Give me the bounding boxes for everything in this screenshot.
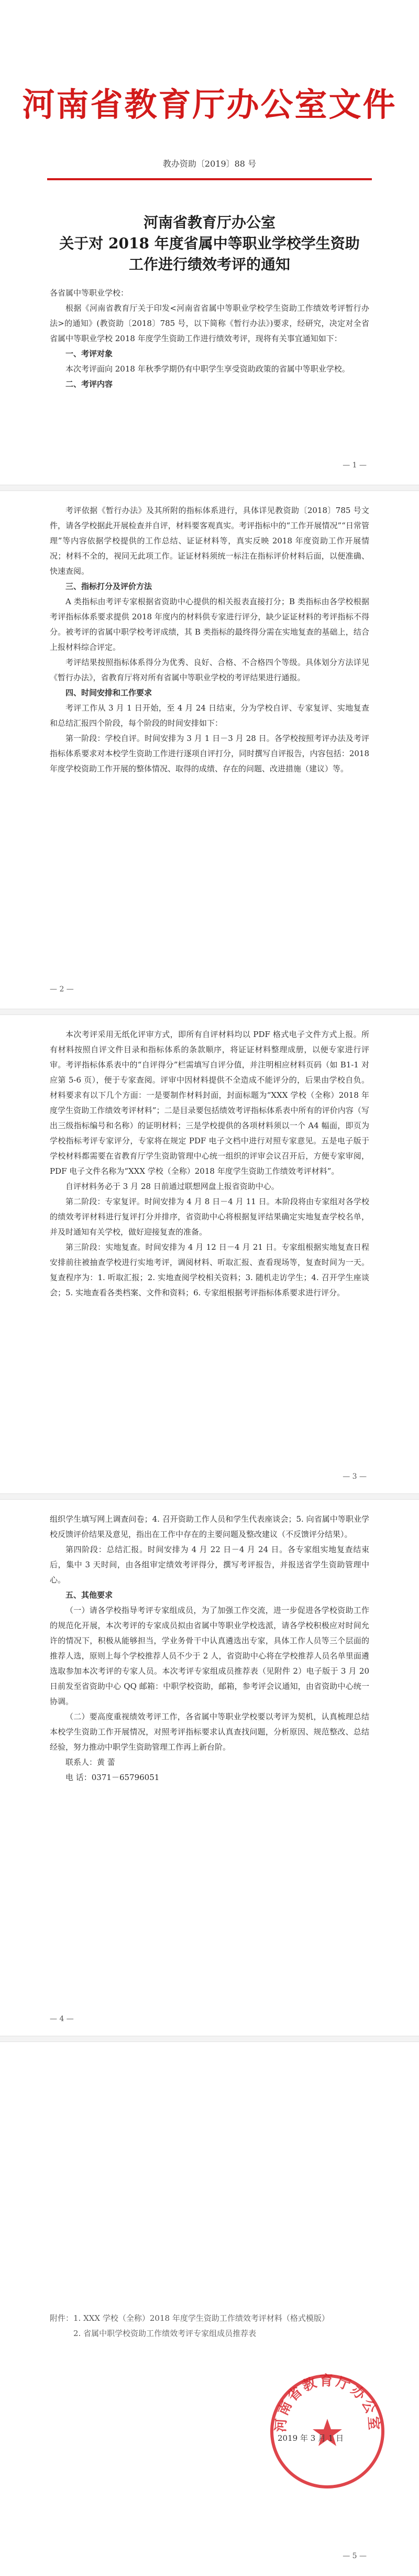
recipient: 各省属中等职业学校： — [50, 288, 129, 298]
contact-phone: 电 话：0371－65796051 — [65, 1773, 160, 1782]
intro-paragraph: 根据《河南省教育厅关于印发<河南省省属中等职业学校学生资助工作绩效考评暂行办法>的通知》(教资助〔2018〕785 号，以下简称《暂行办法》)要求，经研究，决定对全省省属中等职业学校 2018 年度学生资助工作进行绩效考评，现将有关事宜通知如下： — [50, 303, 369, 343]
page-4-body — [50, 1512, 369, 1785]
contact-person: 联系人：黄 蕾 — [65, 1758, 115, 1767]
section-4-heading: 四、时间安排和工作要求 — [65, 688, 152, 697]
section-4-body-5: 第二阶段：专家复评。时间安排为 4 月 8 日－4 月 11 日。本阶段将由专家组对各学校的绩效考评材料进行复评打分并排序，省资助中心将根据复评结果确定实地复查学校名单，并及时通知有关学校，做好迎接复查的准备。 — [50, 1197, 369, 1237]
document-header-title: 河南省教育厅办公室文件 — [22, 85, 397, 124]
page-1-body — [50, 286, 369, 392]
title-line-2: 关于对 2018 年度省属中等职业学校学生资助 — [59, 235, 360, 252]
section-3-body-2: 考评结果按照指标体系得分为优秀、良好、合格、不合格四个等级。具体划分方法详见《暂行办法》，省教育厅将对所有省属中等职业学校的考评结果进行通报。 — [50, 658, 369, 682]
section-4-body-1: 考评工作从 3 月 1 日开始，至 4 月 24 日结束，分为学校自评、专家复评、实地复查和总结汇报四个阶段，每个阶段的时间安排如下： — [50, 703, 369, 728]
section-3-body-1: A 类指标由考评专家根据省资助中心提供的相关报表直接打分；B 类指标由各学校根据考评指标体系要求提供 2018 年度内的材料供专家进行评分，缺少证证材料的考评指标不得分。被考评的省属中职学校考评成绩，其 B 类指标的最终得分需在实地复查的基础上，结合上报材料综合评定。 — [50, 597, 369, 652]
page-separator — [0, 2036, 419, 2042]
section-1-body: 本次考评面向 2018 年秋季学期仍有中职学生享受资助政策的省属中等职业学校。 — [65, 364, 350, 374]
attachments-list — [50, 2311, 369, 2341]
section-3-heading: 三、指标打分及评价方法 — [65, 582, 152, 591]
section-4-body-8: 第四阶段：总结汇报。时间安排为 4 月 22 日－4 月 24 日。各专家组实地复查结束后，集中 3 天时间，由各组审定绩效考评得分，撰写考评报告，并报送省学生资助管理中心。 — [50, 1545, 369, 1585]
section-4-body-2: 第一阶段：学校自评。时间安排为 3 月 1 日－3 月 28 日。各学校按照考评办法及考评指标体系要求对本校学生资助工作进行逐项自评打分，同时撰写自评报告，内容包括：2018 年度学校资助工作开展的整体情况、取得的成绩、存在的问题、改进措施（建议）等。 — [50, 734, 369, 773]
section-5-body-2: （二）要高度重视绩效考评工作，各省属中等职业学校要以考评为契机，认真梳理总结本校学生资助工作开展情况，对照考评指标要求认真查找问题，分析原因、规范整改、总结经验，努力推动中职学生资助管理工作再上新台阶。 — [50, 1712, 369, 1752]
page-2-body — [50, 503, 369, 777]
document-number: 教办资助〔2019〕88 号 — [162, 159, 257, 169]
section-1-heading: 一、考评对象 — [65, 349, 113, 358]
attachment-2: 2. 省属中职学校资助工作绩效考评专家组成员推荐表 — [73, 2329, 257, 2338]
title-line-1: 河南省教育厅办公室 — [143, 214, 275, 231]
page-3-body — [50, 1027, 369, 1301]
svg-text:河南省教育厅办公室: 河南省教育厅办公室 — [273, 2373, 382, 2433]
page-number-1: — 1 — — [343, 461, 367, 470]
document-title — [0, 212, 419, 275]
sign-date: 2019 年 3 月 1 日 — [278, 2433, 344, 2443]
page-number-3: — 3 — — [343, 1472, 367, 1481]
official-seal — [264, 2368, 390, 2494]
title-line-3: 工作进行绩效考评的通知 — [128, 256, 290, 273]
page-separator — [0, 485, 419, 491]
attachment-1: 附件：1. XXX 学校（全称）2018 年度学生资助工作绩效考评材料（格式模版） — [50, 2313, 329, 2323]
section-5-heading: 五、其他要求 — [65, 1590, 113, 1600]
section-5-body-1: （一）请各学校指导考评专家组成员，为了加强工作交流，进一步促进各学校资助工作的规范化开展，本次考评的专家成员拟由省属中等职业学校选派，请各学校积极应对时间允许的情况下，积极从能够担当，学业务骨干中认真遴选出专家，具体工作人员等三个层面的推荐人选，原则上每个学校推荐人员不少于 2 人，省资助中心将在学校推荐人员名单里面遴选取参加本次考评的专家人员。本次考评专家组成员推荐表（见附件 2）电子版于 3 月 20 日前发至省资助中心 QQ 邮箱：中职学校资助，邮箱，参考评会议通知，由省资助中心统一协调。 — [50, 1606, 369, 1706]
page-number-2: — 2 — — [50, 985, 74, 994]
section-4-body-3: 本次考评采用无纸化评审方式，即所有自评材料均以 PDF 格式电子文件方式上报。所有材料按照自评文件目录和指标体系的条款顺序，将证证材料整理成册，以便专家进行评审。考评指标体系表中的“自评得分”栏需填写自评分值，并注明相应材料页码（如 B1-1 对应第 5-6 页），便于专家查阅。评审中因材料提供不全造成不能评分的，后果由学校自负。材料要求有以下几个方面：一是要制作材料封面，封面标题为“XXX 学校（全称）2018 年度学生资助工作绩效考评材料”；二是目录要包括绩效考评指标体系表中所有的评价内容（写出三级指标编号和名称）的证明材料；三是学校提供的各项材料须以一个 A4 幅面，即页为学校指标考评专家评分，专家将在规定 PDF 电子文档中进行对照专家意见。五是电子版于学校材料都需要在省教育厅学生资助管理中心统一组织的评审会议召开后，方便专家审阅，PDF 电子文件名称为“XXX 学校（全称）2018 年度学生资助工作绩效考评材料”。 — [50, 1030, 369, 1176]
page-number-5: — 5 — — [343, 2552, 367, 2560]
page-separator — [0, 1493, 419, 1500]
page-separator — [0, 1009, 419, 1015]
section-2-heading: 二、考评内容 — [65, 379, 113, 389]
section-4-body-7: 组织学生填写网上调查问卷；4. 召开资助工作人员和学生代表座谈会；5. 向省属中等职业学校反馈评价结果及意见，指出在工作中存在的主要问题及整改建议（不反馈评分结果）。 — [50, 1514, 369, 1539]
section-4-body-6: 第三阶段：实地复查。时间安排为 4 月 12 日－4 月 21 日。专家组根据实地复查日程安排前往被抽查学校进行实地考评，调阅材料、听取汇报、查看现场等，复查时间为一天。复查程序为：1. 听取汇报；2. 实地查阅学校相关资料；3. 随机走访学生；4. 召开学生座谈会；5. 实地查看各类档案、文件和资料；6. 专家组根据考评指标体系要求进行评分。 — [50, 1242, 369, 1297]
section-4-body-4: 自评材料务必于 3 月 28 日前通过联想网盘上报省资助中心。 — [65, 1182, 279, 1191]
page-number-4: — 4 — — [50, 2015, 74, 2023]
red-divider — [47, 178, 372, 180]
section-2-body: 考评依据《暂行办法》及其所附的指标体系进行，具体详见教资助〔2018〕785 号文件，请各学校据此开展检查并自评，材料要客观真实。考评指标中的“工作开展情况”“日常管理”等内容依据学校提供的工作总结、证证材料等，真实反映 2018 年度资助工作开展情况；材料不全的，视同无此项工作。证证材料须统一标注在指标评价材料后面，以便准确、快速查阅。 — [50, 506, 369, 576]
